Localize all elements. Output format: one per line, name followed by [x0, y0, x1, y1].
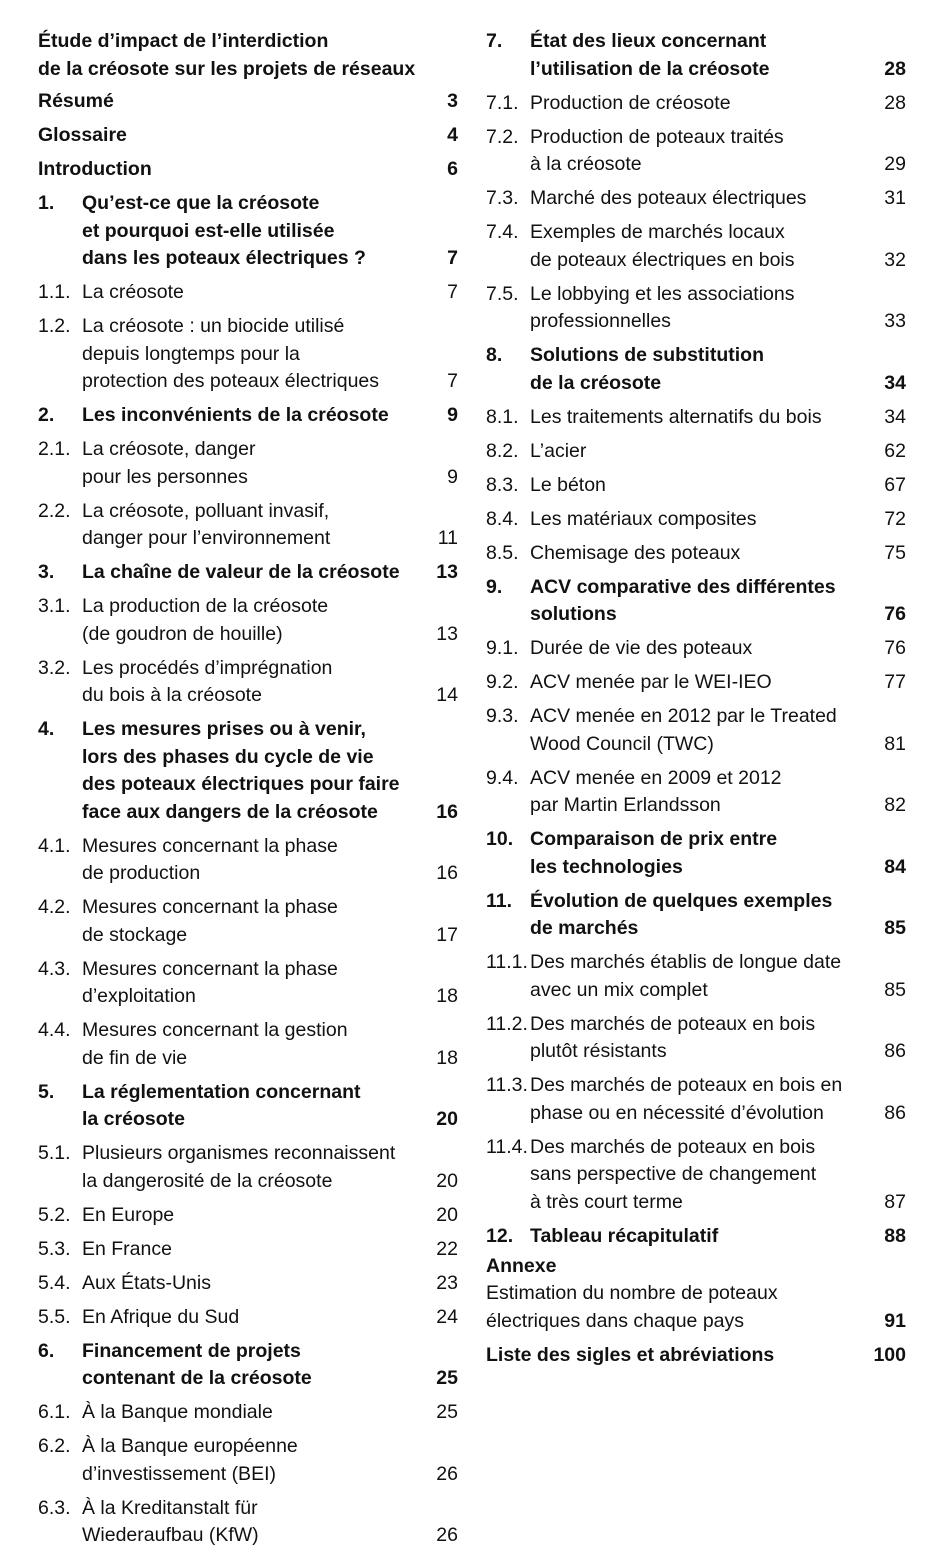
toc-entry-page: 7	[447, 281, 458, 303]
toc-entry-page: 11	[437, 527, 458, 549]
toc-entry-number: 1.1.	[38, 281, 71, 303]
toc-entry-title: En Europe	[82, 1203, 175, 1226]
toc-entry-title: ACV menée par le WEI-IEO	[530, 671, 772, 693]
toc-entry-title: Production de poteaux traités à la créosote	[530, 125, 784, 175]
toc-entry-number: 5.3.	[38, 1237, 71, 1260]
toc-entry[interactable]	[486, 28, 906, 83]
toc-entry-title: À la Banque européenne d’investissement (BEI)	[82, 1435, 298, 1485]
toc-entry-page: 13	[436, 622, 458, 645]
toc-entry-title: L’acier	[530, 439, 587, 462]
toc-title-text: Étude d’impact de l’interdiction de la créosote sur les projets de réseaux	[38, 30, 416, 80]
toc-entry-number: 9.4.	[486, 766, 519, 789]
toc-entry-page: 28	[884, 57, 906, 80]
toc-entry-title: Les matériaux composites	[530, 507, 757, 530]
toc-entry-page: 76	[884, 603, 906, 625]
toc-entry[interactable]	[38, 190, 458, 273]
toc-entry-number: 9.1.	[486, 637, 519, 659]
toc-entry-title: Production de créosote	[530, 91, 731, 114]
toc-entry-page: 82	[884, 794, 906, 816]
toc-entry[interactable]	[486, 281, 906, 336]
toc-entry-page: 26	[436, 1524, 458, 1546]
toc-entry-page: 20	[436, 1169, 458, 1192]
toc-entry[interactable]	[486, 472, 906, 500]
toc-entry[interactable]	[38, 122, 458, 150]
toc-entry-page: 16	[436, 800, 458, 823]
toc-entry-title: Comparaison de prix entre les technologies	[530, 828, 778, 878]
toc-entry-number: 8.4.	[486, 507, 519, 530]
toc-entry-title: Financement de projets contenant de la créosote	[82, 1339, 312, 1389]
toc-entry-number: 4.4.	[38, 1019, 71, 1041]
toc-entry-page: 31	[884, 187, 906, 209]
annex-heading: Annexe	[486, 1254, 557, 1277]
toc-entry[interactable]	[486, 635, 906, 663]
abbreviations-entry-page: 100	[873, 1343, 906, 1366]
toc-entry[interactable]	[38, 88, 458, 116]
toc-entry-number: 4.	[38, 718, 55, 740]
toc-entry-number: 6.	[38, 1339, 55, 1362]
toc-entry-title: ACV menée en 2012 par le Treated Wood Council (TWC)	[530, 705, 837, 755]
toc-entry[interactable]	[38, 956, 458, 1011]
toc-entry-number: 7.3.	[486, 187, 519, 209]
toc-entry-number: 11.3.	[486, 1074, 528, 1096]
toc-entry-number: 3.	[38, 561, 55, 583]
toc-entry-page: 28	[884, 91, 906, 114]
toc-entry-page: 20	[436, 1203, 458, 1226]
toc-entry-title: La réglementation concernant la créosote	[82, 1080, 361, 1130]
toc-entry-number: 2.2.	[38, 499, 71, 522]
toc-entry[interactable]	[486, 124, 906, 179]
toc-entry[interactable]	[486, 703, 906, 758]
toc-entry[interactable]	[486, 1011, 906, 1066]
toc-entry-number: 2.1.	[38, 438, 71, 460]
toc-entry[interactable]	[38, 1304, 458, 1332]
toc-entry[interactable]	[486, 540, 906, 568]
toc-entry-page: 84	[884, 855, 906, 878]
toc-entry-page: 22	[436, 1237, 458, 1260]
toc-entry-number: 11.1.	[486, 951, 528, 973]
toc-entry[interactable]	[38, 402, 458, 430]
toc-entry-page: 9	[447, 465, 458, 488]
toc-entry-title: La créosote	[82, 281, 184, 303]
toc-entry-page: 7	[447, 247, 458, 269]
toc-entry-page: 23	[436, 1271, 458, 1294]
toc-entry[interactable]	[38, 655, 458, 710]
toc-entry-number: 7.1.	[486, 91, 519, 114]
toc-entry-title: À la Banque mondiale	[82, 1401, 273, 1423]
toc-entry[interactable]	[486, 342, 906, 397]
toc-entry-title: Des marchés de poteaux en bois sans perspective de changement à très court terme	[530, 1135, 817, 1213]
annex-entry-text: Estimation du nombre de poteaux électriques dans chaque pays	[486, 1282, 778, 1332]
toc-entry-page: 62	[884, 439, 906, 462]
toc-entry-number: 4.3.	[38, 957, 71, 980]
toc-entry-title: ACV comparative des différentes solutions	[530, 575, 836, 625]
toc-entry[interactable]	[38, 1140, 458, 1195]
toc-entry-number: 4.2.	[38, 896, 71, 918]
toc-entry[interactable]	[486, 574, 906, 629]
toc-entry-page: 29	[884, 153, 906, 175]
toc-entry-page: 20	[436, 1108, 458, 1130]
toc-entry-page: 14	[436, 684, 458, 706]
toc-entry-title: Des marchés de poteaux en bois en phase ou en nécessité d’évolution	[530, 1074, 843, 1124]
toc-entry-number: 8.3.	[486, 473, 519, 496]
toc-entry[interactable]	[486, 669, 906, 697]
toc-entry[interactable]	[486, 90, 906, 118]
toc-entry[interactable]	[38, 1202, 458, 1230]
toc-entry-number: 9.2.	[486, 671, 519, 693]
toc-entry-title: Durée de vie des poteaux	[530, 637, 753, 659]
toc-entry[interactable]	[38, 1399, 458, 1427]
toc-entry-number: 4.1.	[38, 834, 71, 857]
toc-entry-page: 87	[884, 1190, 906, 1213]
toc-entry[interactable]	[38, 1495, 458, 1550]
toc-entry-number: 12.	[486, 1224, 514, 1247]
abbreviations-entry-text: Liste des sigles et abréviations	[486, 1343, 775, 1366]
toc-entry-title: Les inconvénients de la créosote	[82, 404, 389, 426]
toc-entry-page: 34	[884, 405, 906, 428]
toc-entry-number: 1.2.	[38, 315, 71, 337]
toc-entry-number: 8.2.	[486, 439, 519, 462]
toc-entry-title: En France	[82, 1237, 172, 1260]
toc-entry[interactable]	[486, 826, 906, 881]
toc-entry-title: Mesures concernant la gestion de fin de vie	[82, 1019, 348, 1069]
toc-entry-page: 34	[884, 371, 906, 394]
toc-entry[interactable]	[486, 1223, 906, 1251]
toc-entry-page: 18	[436, 985, 458, 1007]
toc-entry-title: La créosote : un biocide utilisé depuis longtemps pour la protection des poteaux électriques	[82, 315, 380, 392]
toc-entry[interactable]	[486, 185, 906, 213]
toc-entry-page: 86	[884, 1040, 906, 1062]
abbreviations-entry[interactable]	[486, 1342, 906, 1370]
toc-entry[interactable]	[38, 716, 458, 826]
toc-entry-number: 11.4.	[486, 1135, 528, 1158]
toc-entry-title: Tableau récapitulatif	[530, 1224, 719, 1247]
toc-entry-title: Introduction	[38, 158, 152, 180]
toc-entry-number: 8.5.	[486, 541, 519, 564]
toc-entry-page: 18	[436, 1046, 458, 1069]
toc-entry[interactable]	[38, 1338, 458, 1393]
toc-entry-page: 76	[884, 637, 906, 659]
toc-entry[interactable]	[486, 888, 906, 943]
toc-entry-page: 4	[447, 124, 458, 146]
toc-entry-title: Solutions de substitution de la créosote	[530, 344, 764, 394]
toc-entry-page: 25	[436, 1401, 458, 1423]
toc-entry-number: 11.2.	[486, 1012, 528, 1035]
toc-entry-title: Qu’est-ce que la créosote et pourquoi est-elle utilisée dans les poteaux électriques ?	[82, 192, 366, 269]
toc-entry-page: 9	[447, 404, 458, 426]
toc-entry-title: Aux États-Unis	[82, 1271, 211, 1294]
toc-entry-title: À la Kreditanstalt für Wiederaufbau (KfW)	[82, 1496, 259, 1546]
toc-entry[interactable]	[38, 559, 458, 587]
toc-entry[interactable]	[486, 1134, 906, 1217]
annex-entry[interactable]	[486, 1280, 906, 1335]
toc-entry-title: État des lieux concernant l’utilisation de la créosote	[530, 30, 770, 80]
toc-right-entries	[486, 28, 906, 1250]
toc-entry-number: 9.	[486, 575, 503, 598]
toc-entry-number: 5.5.	[38, 1305, 71, 1328]
toc-entry[interactable]	[38, 436, 458, 491]
toc-left-entries	[38, 88, 458, 1550]
toc-entry-title: La créosote, danger pour les personnes	[82, 438, 256, 488]
toc-entry-page: 7	[447, 370, 458, 392]
toc-entry-number: 3.2.	[38, 656, 71, 679]
toc-entry-page: 88	[884, 1224, 906, 1247]
toc-entry-page: 13	[436, 561, 458, 583]
toc-entry[interactable]	[486, 1072, 906, 1127]
toc-entry-number: 5.2.	[38, 1203, 71, 1226]
toc-entry[interactable]	[38, 894, 458, 949]
toc-entry-page: 16	[436, 862, 458, 884]
toc-entry-title: Glossaire	[38, 124, 127, 146]
toc-entry[interactable]	[486, 404, 906, 432]
toc-entry-number: 7.	[486, 30, 503, 52]
toc-entry[interactable]	[486, 219, 906, 274]
toc-entry-number: 5.4.	[38, 1271, 71, 1294]
toc-entry-page: 85	[884, 978, 906, 1001]
toc-entry[interactable]	[38, 1433, 458, 1488]
toc-entry-number: 7.2.	[486, 125, 519, 148]
toc-entry[interactable]	[38, 1236, 458, 1264]
toc-entry-number: 1.	[38, 192, 55, 214]
toc-entry[interactable]	[38, 1270, 458, 1298]
toc-entry-page: 26	[436, 1462, 458, 1485]
toc-entry[interactable]	[38, 313, 458, 396]
toc-entry-title: Marché des poteaux électriques	[530, 187, 807, 209]
toc-entry-title: Les procédés d’imprégnation du bois à la créosote	[82, 656, 333, 706]
toc-entry-title: Évolution de quelques exemples de marchés	[530, 889, 833, 939]
toc-entry-number: 8.1.	[486, 405, 519, 428]
toc-entry-title: Des marchés de poteaux en bois plutôt résistants	[530, 1012, 816, 1062]
toc-entry-number: 6.3.	[38, 1496, 71, 1519]
toc-entry-page: 86	[884, 1101, 906, 1124]
toc-entry-title: ACV menée en 2009 et 2012 par Martin Erlandsson	[530, 766, 782, 816]
toc-entry-title: Le béton	[530, 473, 606, 496]
toc-entry[interactable]	[38, 593, 458, 648]
toc-entry-number: 9.3.	[486, 705, 519, 727]
toc-entry-number: 6.1.	[38, 1401, 71, 1423]
toc-entry[interactable]	[486, 506, 906, 534]
toc-entry-title: La chaîne de valeur de la créosote	[82, 561, 400, 583]
toc-entry-number: 3.1.	[38, 595, 71, 617]
toc-entry-number: 7.5.	[486, 282, 519, 305]
toc-entry-number: 11.	[486, 889, 513, 912]
toc-entry[interactable]	[38, 498, 458, 553]
toc-entry-page: 81	[884, 732, 906, 755]
toc-right-column	[486, 28, 906, 1376]
toc-entry[interactable]	[38, 1017, 458, 1072]
toc-entry-page: 85	[884, 917, 906, 939]
toc-entry-title: Exemples de marchés locaux de poteaux électriques en bois	[530, 221, 795, 271]
toc-entry-page: 67	[884, 473, 906, 496]
toc-entry-number: 7.4.	[486, 221, 519, 243]
toc-entry-title: Mesures concernant la phase d’exploitation	[82, 957, 338, 1007]
toc-entry-page: 32	[884, 248, 906, 271]
toc-entry[interactable]	[486, 765, 906, 820]
toc-entry-title: Mesures concernant la phase de stockage	[82, 896, 338, 946]
toc-entry-number: 5.	[38, 1080, 55, 1103]
toc-entry-page: 72	[884, 507, 906, 530]
toc-entry-title: Plusieurs organismes reconnaissent la dangerosité de la créosote	[82, 1142, 396, 1192]
toc-entry-page: 17	[436, 923, 458, 946]
toc-entry-title: Résumé	[38, 90, 114, 112]
toc-left-column	[38, 28, 458, 1556]
toc-entry-title: Les mesures prises ou à venir, lors des phases du cycle de vie des poteaux électriques pour faire face aux dangers de la créosote	[82, 718, 400, 823]
toc-entry-title: En Afrique du Sud	[82, 1305, 240, 1328]
toc-entry-title: Des marchés établis de longue date avec un mix complet	[530, 951, 842, 1001]
toc-entry[interactable]	[38, 1079, 458, 1134]
toc-entry[interactable]	[38, 156, 458, 184]
toc-entry-title: La créosote, polluant invasif, danger pour l’environnement	[82, 499, 331, 549]
toc-title	[38, 28, 458, 83]
toc-entry-number: 10.	[486, 828, 514, 850]
toc-entry-page: 24	[436, 1305, 458, 1328]
toc-entry[interactable]	[38, 833, 458, 888]
toc-entry-title: Chemisage des poteaux	[530, 541, 741, 564]
toc-entry-title: La production de la créosote (de goudron de houille)	[82, 595, 329, 645]
toc-entry[interactable]	[486, 949, 906, 1004]
toc-entry[interactable]	[38, 279, 458, 307]
toc-entry-page: 33	[884, 310, 906, 332]
toc-entry-number: 5.1.	[38, 1142, 71, 1164]
toc-entry-page: 25	[436, 1367, 458, 1389]
toc-entry-page: 6	[447, 158, 458, 180]
toc-entry-number: 2.	[38, 404, 55, 426]
toc-entry-page: 77	[884, 671, 906, 693]
toc-entry-number: 6.2.	[38, 1435, 71, 1457]
toc-entry-number: 8.	[486, 344, 503, 366]
toc-entry-title: Mesures concernant la phase de production	[82, 834, 338, 884]
toc-entry-title: Le lobbying et les associations professionnelles	[530, 282, 795, 332]
toc-entry-page: 75	[884, 541, 906, 564]
toc-entry-title: Les traitements alternatifs du bois	[530, 405, 822, 428]
toc-entry[interactable]	[486, 438, 906, 466]
toc-entry-page: 3	[447, 90, 458, 112]
annex-entry-page: 91	[884, 1309, 906, 1332]
